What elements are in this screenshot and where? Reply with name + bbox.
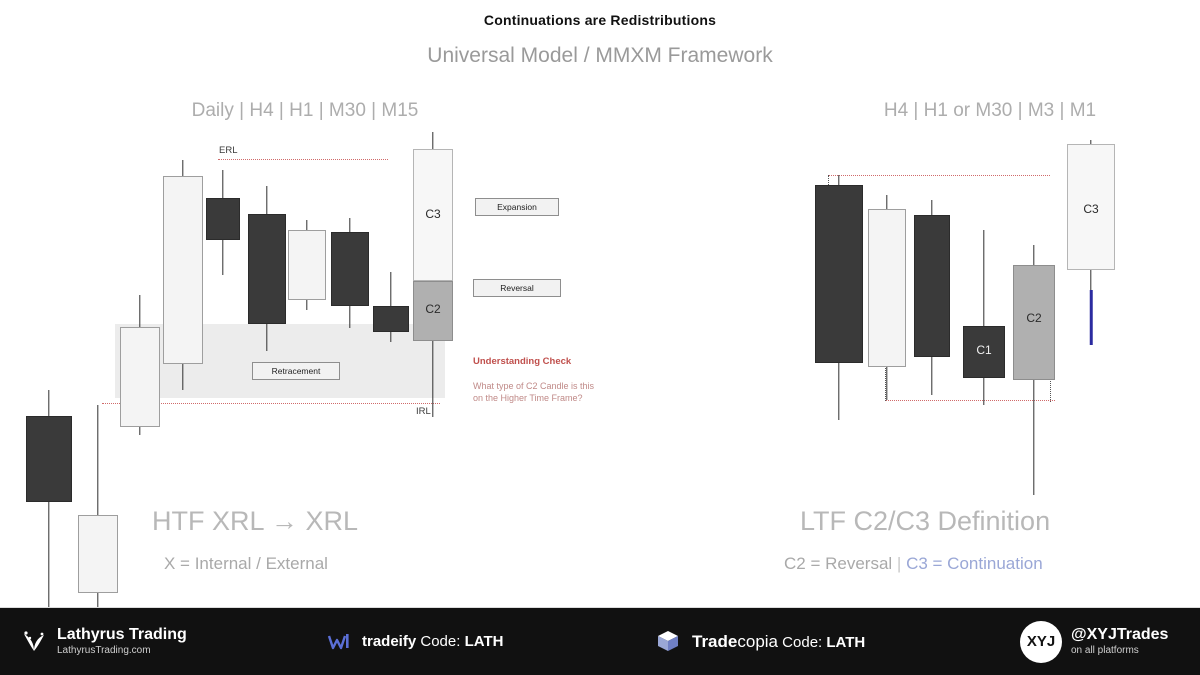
- plant-sprig-icon: [20, 627, 48, 655]
- tradeify-code-label: Code:: [420, 633, 461, 650]
- understanding-check-line1: What type of C2 Candle is this: [473, 381, 595, 391]
- avatar: XYJ: [1020, 621, 1062, 663]
- ltf-subcaption-c2: C2 = Reversal: [784, 554, 893, 573]
- tag-expansion: Expansion: [475, 198, 559, 216]
- tradeify-icon: [325, 628, 353, 656]
- understanding-check-title: Understanding Check: [473, 356, 572, 367]
- erl-line: [218, 159, 388, 160]
- ltf-candle-c1: [963, 230, 1005, 405]
- candle-bear-2: [206, 170, 240, 275]
- ltf-subcaption-c3: C3 = Continuation: [906, 554, 1043, 573]
- candle-bear-3: [248, 186, 286, 351]
- tradecopia-code-label: Code:: [782, 633, 823, 651]
- ltf-subcaption-separator: |: [896, 554, 902, 573]
- tag-retracement: Retracement: [252, 362, 340, 380]
- ltf-candle-bear-2: [914, 200, 950, 395]
- timeframes-right: H4 | H1 or M30 | M3 | M1: [883, 100, 1097, 121]
- ltf-candle-label-c1: C1: [976, 343, 992, 357]
- ltf-candle-c2: [1013, 245, 1055, 495]
- ltf-candle-c3: [1067, 140, 1115, 345]
- social-handle: @XYJTrades: [1071, 626, 1169, 644]
- cube-icon: [655, 628, 683, 656]
- tradecopia-name-b: copia: [737, 631, 778, 651]
- brand-name: Lathyrus Trading: [57, 626, 187, 644]
- brand-site: LathyrusTrading.com: [57, 644, 151, 656]
- irl-label: IRL: [416, 406, 431, 417]
- partner-tradeify: [325, 628, 503, 656]
- brand-block: [20, 626, 187, 656]
- ltf-caption: LTF C2/C3 Definition: [800, 506, 1051, 536]
- candle-bear-4: [331, 218, 369, 328]
- social-note: on all platforms: [1071, 644, 1139, 656]
- candle-bull-3: [163, 160, 203, 390]
- ltf-subcaption: [784, 554, 1043, 574]
- tradecopia-code: LATH: [826, 633, 866, 651]
- candle-bull-2: [120, 295, 160, 435]
- tradeify-code: LATH: [464, 633, 504, 650]
- ltf-chart: [600, 120, 1200, 520]
- ltf-candle-label-c2: C2: [1026, 311, 1042, 325]
- candle-label-c3: C3: [425, 207, 441, 221]
- page-subtitle: Universal Model / MMXM Framework: [427, 44, 773, 67]
- ltf-candle-bull-1: [868, 195, 906, 400]
- candle-bull-4: [288, 220, 326, 310]
- understanding-check-line2: on the Higher Time Frame?: [473, 393, 583, 403]
- candle-bear-1: [26, 390, 72, 620]
- htf-chart: [0, 120, 600, 520]
- timeframes-left: Daily | H4 | H1 | M30 | M15: [191, 100, 419, 121]
- ltf-candle-label-c3: C3: [1083, 202, 1099, 216]
- footer-bar: [0, 608, 1200, 675]
- candle-bull-1: [78, 405, 118, 620]
- htf-caption: HTF XRL → XRL: [152, 506, 359, 536]
- ltf-candle-bear-1: [815, 175, 863, 420]
- tradeify-name: tradeify: [362, 633, 417, 650]
- partner-tradecopia: [655, 628, 865, 656]
- social-block[interactable]: [1020, 621, 1168, 663]
- candle-bear-5: [373, 272, 409, 342]
- candle-label-c2: C2: [425, 302, 441, 316]
- htf-subcaption: X = Internal / External: [164, 554, 328, 573]
- page-title: Continuations are Redistributions: [483, 12, 717, 28]
- erl-label: ERL: [219, 145, 238, 156]
- tag-reversal: Reversal: [473, 279, 561, 297]
- candle-c3-c2: [413, 132, 453, 417]
- tradecopia-name-a: Trade: [692, 631, 738, 651]
